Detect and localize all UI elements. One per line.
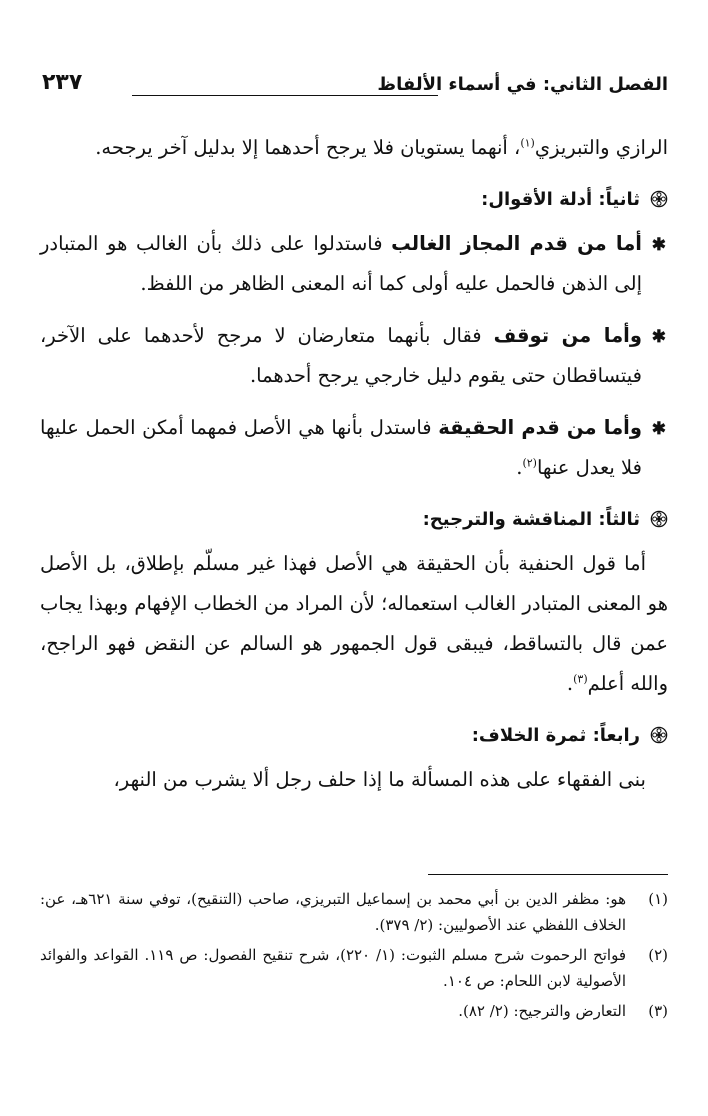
footnote-ref: (٣) — [573, 672, 588, 686]
argument-point: ✱ أما من قدم المجاز الغالب فاستدلوا على ذلك بأن الغالب هو المتبادر إلى الذهن فالحمل عليه أولى كما أنه المعنى الظاهر من اللفظ. — [40, 232, 666, 295]
discussion-paragraph: أما قول الحنفية بأن الحقيقة هي الأصل فهذا غير مسلّم بإطلاق، بل الأصل هو المعنى المتبادر الغالب استعماله؛ لأن المراد من الخطاب الإفهام وبهذا يجاب عمن قال بالتساقط، فيبقى قول الجمهور هو السالم عن النقض فهو الراجح، والله أعلم$^{(٣)}$. — [40, 552, 668, 695]
flower-ornament-icon — [650, 190, 668, 208]
chapter-title: الفصل الثاني: في أسماء الألفاظ — [377, 74, 668, 95]
footnote-number: (٣) — [648, 1002, 668, 1020]
footnote-item — [40, 998, 668, 1024]
flower-ornament-icon — [650, 510, 668, 528]
footnote-text: فواتح الرحموت شرح مسلم الثبوت: (١/ ٢٢٠)، شرح تنقيح الفصول: ص ١١٩. القواعد والفوائد الأصولية لابن اللحام: ص ١٠٤. — [40, 946, 627, 990]
footnote-number: (١) — [648, 890, 668, 908]
fruit-paragraph: بنى الفقهاء على هذه المسألة ما إذا حلف رجل ألا يشرب من النهر، — [113, 768, 646, 791]
footnote-ref: (٢) — [522, 456, 537, 470]
section-heading-discussion: ثالثاً: المناقشة والترجيح: — [40, 500, 668, 540]
footnote-item — [40, 886, 668, 938]
page-body — [40, 128, 668, 800]
flower-ornament-icon — [650, 726, 668, 744]
intro-paragraph: الرازي والتبريزي$^{(١)}$، أنهما يستويان فلا يرجح أحدهما إلا بدليل آخر يرجحه. — [95, 136, 668, 159]
section-heading-evidence: ثانياً: أدلة الأقوال: — [40, 180, 668, 220]
argument-point: ✱ وأما من قدم الحقيقة فاستدل بأنها هي الأصل فمهما أمكن الحمل عليها فلا يعدل عنها$^{(٢)}$. — [40, 416, 666, 479]
argument-point: ✱ وأما من توقف فقال بأنهما متعارضان لا مرجح لأحدهما على الآخر، فيتساقطان حتى يقوم دليل خارجي يرجح أحدهما. — [40, 324, 666, 387]
page-number: ٢٣٧ — [42, 70, 83, 95]
footnote-text: هو: مظفر الدين بن أبي محمد بن إسماعيل التبريزي، صاحب (التنقيح)، توفي سنة ٦٢١هـ، عن: الخلاف اللفظي عند الأصوليين: (٢/ ٣٧٩). — [40, 890, 626, 934]
asterisk-bullet-icon: ✱ — [651, 419, 666, 439]
section-heading-fruit: رابعاً: ثمرة الخلاف: — [40, 716, 668, 756]
footnote-separator — [428, 874, 668, 875]
header-rule — [132, 95, 438, 96]
footnote-ref: (١) — [520, 136, 535, 150]
asterisk-bullet-icon: ✱ — [651, 327, 666, 347]
footnotes — [40, 886, 668, 1028]
footnote-text: التعارض والترجيح: (٢/ ٨٢). — [458, 1002, 626, 1020]
footnote-number: (٢) — [648, 946, 668, 964]
asterisk-bullet-icon: ✱ — [651, 235, 666, 255]
footnote-item — [40, 942, 668, 994]
running-header — [40, 70, 668, 108]
